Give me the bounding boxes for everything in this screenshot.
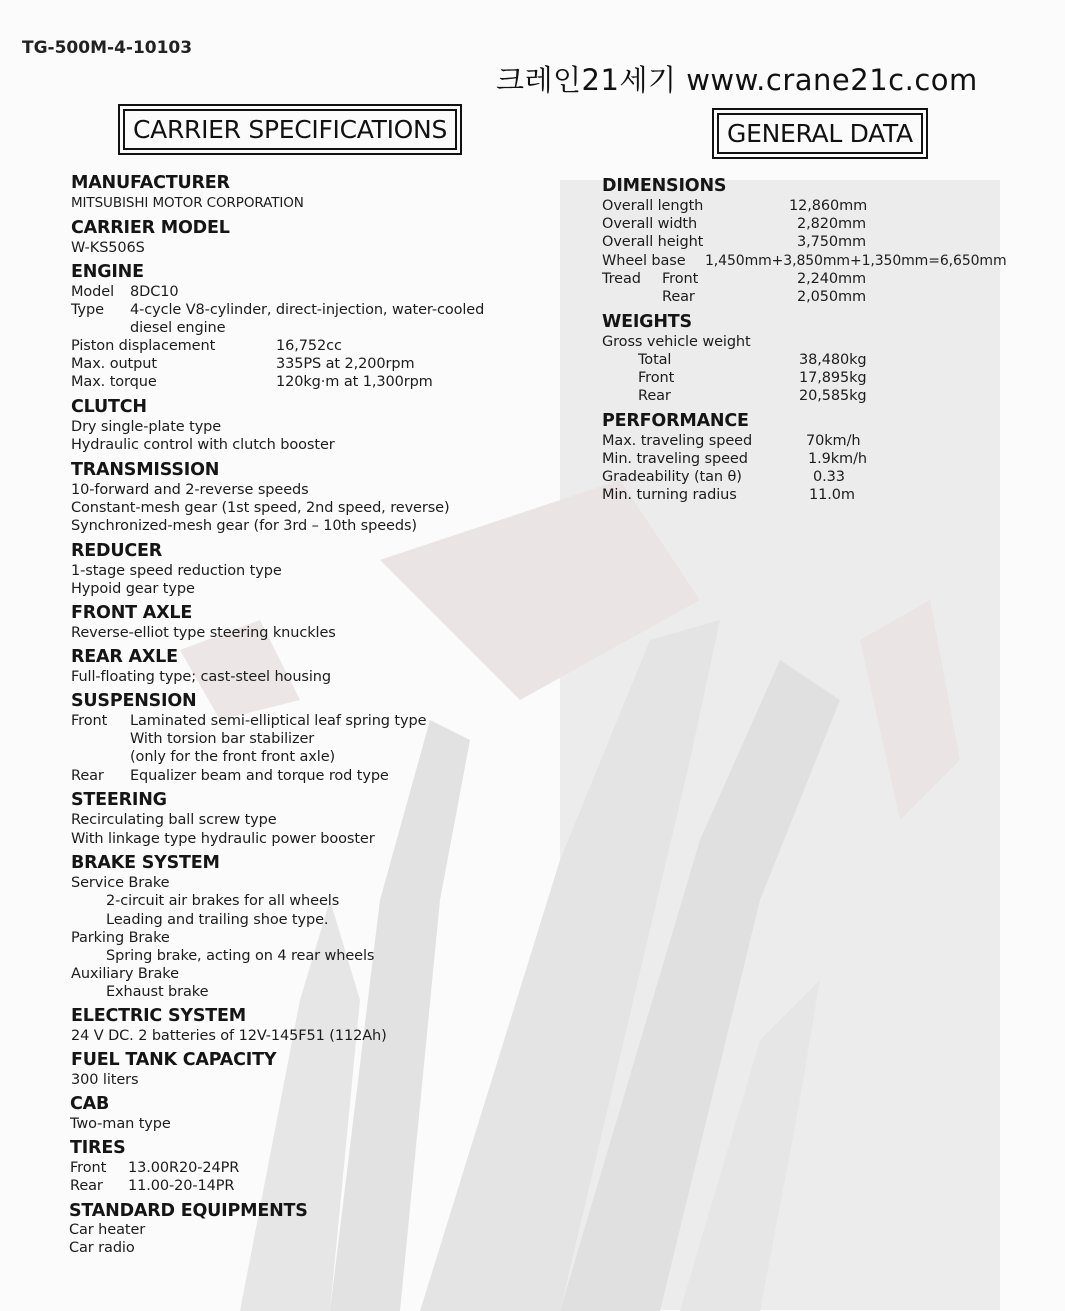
reducer-line-2: Hypoid gear type bbox=[71, 581, 195, 597]
standard-equipments-line-1: Car heater bbox=[69, 1222, 146, 1238]
engine-model-value: 8DC10 bbox=[130, 284, 179, 300]
max-torque-value: 120kg·m at 1,300rpm bbox=[276, 374, 433, 390]
engine-type-label: Type bbox=[71, 302, 104, 318]
auxiliary-brake-line-1: Exhaust brake bbox=[106, 984, 209, 1000]
overall-length-value: 12,860mm bbox=[789, 198, 868, 214]
weight-front-label: Front bbox=[638, 370, 675, 386]
electric-system-line-1: 24 V DC. 2 batteries of 12V-145F51 (112Ah) bbox=[71, 1028, 387, 1044]
engine-heading: ENGINE bbox=[71, 262, 144, 282]
weight-total-value: 38,480kg bbox=[799, 352, 867, 368]
tires-heading: TIRES bbox=[70, 1138, 126, 1158]
tread-rear-label: Rear bbox=[662, 289, 695, 305]
suspension-rear-line-1: Equalizer beam and torque rod type bbox=[130, 768, 389, 784]
rear-axle-line-1: Full-floating type; cast-steel housing bbox=[71, 669, 331, 685]
general-data-title: GENERAL DATA bbox=[717, 113, 923, 154]
brake-system-heading: BRAKE SYSTEM bbox=[71, 853, 220, 873]
reducer-heading: REDUCER bbox=[71, 541, 163, 561]
document-id: TG-500M-4-10103 bbox=[22, 38, 193, 58]
standard-equipments-heading: STANDARD EQUIPMENTS bbox=[69, 1201, 308, 1221]
clutch-heading: CLUTCH bbox=[71, 397, 147, 417]
front-axle-line-1: Reverse-elliot type steering knuckles bbox=[71, 625, 336, 641]
tires-rear-value: 11.00-20-14PR bbox=[128, 1178, 235, 1194]
overall-width-value: 2,820mm bbox=[797, 216, 867, 232]
overall-height-label: Overall height bbox=[602, 234, 704, 250]
wheel-base-label: Wheel base bbox=[602, 253, 686, 269]
max-torque-label: Max. torque bbox=[71, 374, 157, 390]
max-output-value: 335PS at 2,200rpm bbox=[276, 356, 415, 372]
engine-type-value-2: diesel engine bbox=[130, 320, 226, 336]
overall-height-value: 3,750mm bbox=[797, 234, 867, 250]
steering-heading: STEERING bbox=[71, 790, 167, 810]
suspension-rear-label: Rear bbox=[71, 768, 104, 784]
transmission-line-2: Constant-mesh gear (1st speed, 2nd speed, reverse) bbox=[71, 500, 450, 516]
suspension-front-label: Front bbox=[71, 713, 108, 729]
parking-brake-line-1: Spring brake, acting on 4 rear wheels bbox=[106, 948, 375, 964]
cab-heading: CAB bbox=[70, 1094, 110, 1114]
parking-brake-label: Parking Brake bbox=[71, 930, 170, 946]
service-brake-line-2: Leading and trailing shoe type. bbox=[106, 912, 329, 928]
gross-vehicle-weight-label: Gross vehicle weight bbox=[602, 334, 751, 350]
min-traveling-speed-value: 1.9km/h bbox=[808, 451, 867, 467]
engine-type-value-1: 4-cycle V8-cylinder, direct-injection, water-cooled bbox=[130, 302, 485, 318]
fuel-tank-line-1: 300 liters bbox=[71, 1072, 139, 1088]
suspension-front-line-3: (only for the front front axle) bbox=[130, 749, 336, 765]
performance-heading: PERFORMANCE bbox=[602, 411, 749, 431]
wheel-base-value: 1,450mm+3,850mm+1,350mm=6,650mm bbox=[705, 253, 1007, 269]
tires-rear-label: Rear bbox=[70, 1178, 103, 1194]
weights-heading: WEIGHTS bbox=[602, 312, 692, 332]
carrier-model-heading: CARRIER MODEL bbox=[71, 218, 230, 238]
cab-line-1: Two-man type bbox=[70, 1116, 171, 1132]
tread-front-value: 2,240mm bbox=[797, 271, 867, 287]
reducer-line-1: 1-stage speed reduction type bbox=[71, 563, 282, 579]
weight-rear-label: Rear bbox=[638, 388, 671, 404]
standard-equipments-line-2: Car radio bbox=[69, 1240, 135, 1256]
fuel-tank-heading: FUEL TANK CAPACITY bbox=[71, 1050, 277, 1070]
min-turning-radius-value: 11.0m bbox=[809, 487, 855, 503]
gradeability-value: 0.33 bbox=[813, 469, 845, 485]
transmission-heading: TRANSMISSION bbox=[71, 460, 220, 480]
manufacturer-heading: MANUFACTURER bbox=[71, 173, 230, 193]
tread-front-label: Front bbox=[662, 271, 699, 287]
electric-system-heading: ELECTRIC SYSTEM bbox=[71, 1006, 246, 1026]
weight-front-value: 17,895kg bbox=[799, 370, 867, 386]
engine-model-label: Model bbox=[71, 284, 115, 300]
transmission-line-1: 10-forward and 2-reverse speeds bbox=[71, 482, 309, 498]
service-brake-line-1: 2-circuit air brakes for all wheels bbox=[106, 893, 340, 909]
piston-displacement-value: 16,752cc bbox=[276, 338, 342, 354]
tires-front-label: Front bbox=[70, 1160, 107, 1176]
max-traveling-speed-label: Max. traveling speed bbox=[602, 433, 753, 449]
steering-line-2: With linkage type hydraulic power booster bbox=[71, 831, 375, 847]
overall-width-label: Overall width bbox=[602, 216, 698, 232]
min-traveling-speed-label: Min. traveling speed bbox=[602, 451, 748, 467]
clutch-line-2: Hydraulic control with clutch booster bbox=[71, 437, 335, 453]
steering-line-1: Recirculating ball screw type bbox=[71, 812, 277, 828]
suspension-front-line-1: Laminated semi-elliptical leaf spring type bbox=[130, 713, 427, 729]
carrier-model-value: W-KS506S bbox=[71, 240, 145, 256]
max-traveling-speed-value: 70km/h bbox=[806, 433, 861, 449]
site-watermark: 크레인21세기 www.crane21c.com bbox=[496, 63, 978, 97]
piston-displacement-label: Piston displacement bbox=[71, 338, 216, 354]
rear-axle-heading: REAR AXLE bbox=[71, 647, 178, 667]
max-output-label: Max. output bbox=[71, 356, 157, 372]
tires-front-value: 13.00R20-24PR bbox=[128, 1160, 240, 1176]
suspension-heading: SUSPENSION bbox=[71, 691, 197, 711]
overall-length-label: Overall length bbox=[602, 198, 704, 214]
carrier-specifications-title: CARRIER SPECIFICATIONS bbox=[123, 109, 457, 150]
manufacturer-value: MITSUBISHI MOTOR CORPORATION bbox=[71, 195, 304, 211]
weight-total-label: Total bbox=[638, 352, 672, 368]
gradeability-label: Gradeability (tan θ) bbox=[602, 469, 742, 485]
transmission-line-3: Synchronized-mesh gear (for 3rd – 10th speeds) bbox=[71, 518, 417, 534]
tread-label: Tread bbox=[602, 271, 641, 287]
weight-rear-value: 20,585kg bbox=[799, 388, 867, 404]
clutch-line-1: Dry single-plate type bbox=[71, 419, 222, 435]
front-axle-heading: FRONT AXLE bbox=[71, 603, 193, 623]
suspension-front-line-2: With torsion bar stabilizer bbox=[130, 731, 315, 747]
service-brake-label: Service Brake bbox=[71, 875, 170, 891]
dimensions-heading: DIMENSIONS bbox=[602, 176, 727, 196]
tread-rear-value: 2,050mm bbox=[797, 289, 867, 305]
min-turning-radius-label: Min. turning radius bbox=[602, 487, 737, 503]
auxiliary-brake-label: Auxiliary Brake bbox=[71, 966, 179, 982]
